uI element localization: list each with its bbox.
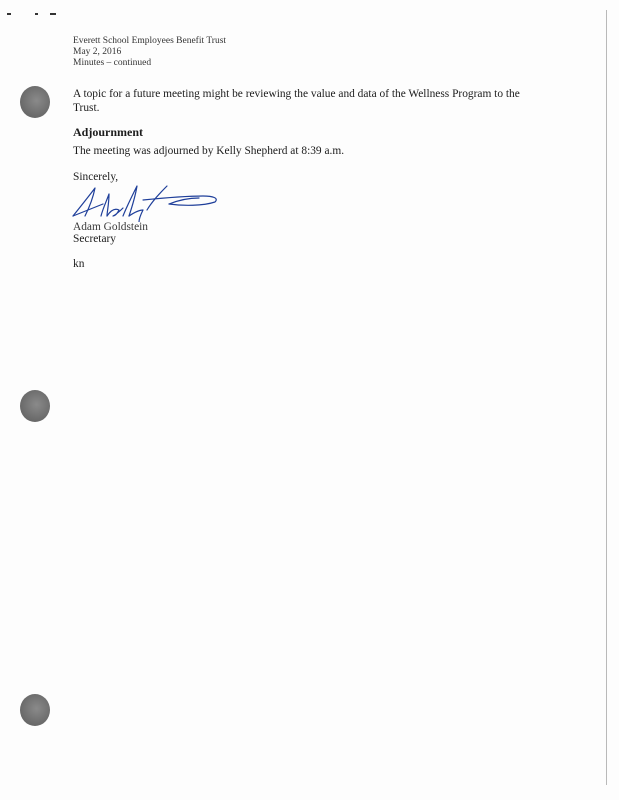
scan-speck xyxy=(35,13,38,15)
punch-hole-bottom xyxy=(20,694,50,726)
closing: Sincerely, xyxy=(73,171,119,183)
typist-initials: kn xyxy=(73,258,85,270)
header-date: May 2, 2016 xyxy=(73,47,122,57)
punch-hole-top xyxy=(20,86,50,118)
running-header xyxy=(73,36,226,69)
adjournment-text: The meeting was adjourned by Kelly Shepherd at 8:39 a.m. xyxy=(73,145,345,157)
header-subtitle: Minutes – continued xyxy=(73,58,152,68)
adjournment-heading: Adjournment xyxy=(73,125,144,139)
future-topic-paragraph: A topic for a future meeting might be reviewing the value and data of the Wellness Program to the Trust. xyxy=(73,88,520,114)
scan-speck xyxy=(7,13,11,15)
punch-hole-middle xyxy=(20,390,50,422)
page-edge-line xyxy=(606,10,607,785)
signature xyxy=(63,180,223,222)
header-org: Everett School Employees Benefit Trust xyxy=(73,36,227,46)
signer-title: Secretary xyxy=(73,233,117,245)
signer-name: Adam Goldstein xyxy=(73,221,148,233)
scan-speck xyxy=(50,13,56,15)
